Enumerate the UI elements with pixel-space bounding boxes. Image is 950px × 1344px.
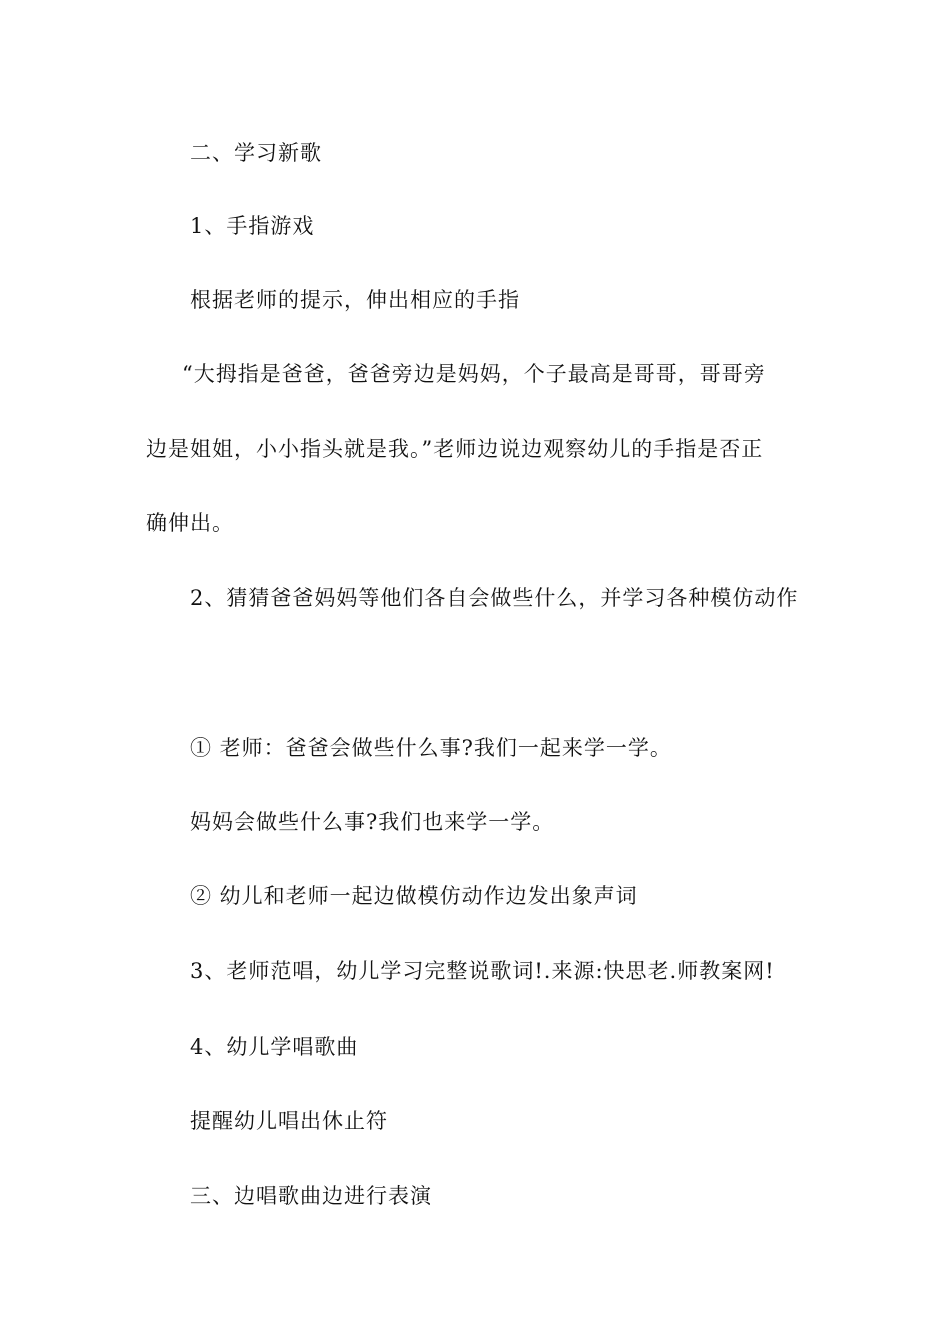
- paragraph-text: ① 老师：爸爸会做些什么事?我们一起来学一学。: [190, 736, 672, 760]
- paragraph-text: ② 幼儿和老师一起边做模仿动作边发出象声词: [190, 884, 638, 908]
- paragraph-text: “大拇指是爸爸，爸爸旁边是妈妈，个子最高是哥哥，哥哥旁: [182, 362, 766, 386]
- section-heading-sing-and-perform: 三、边唱歌曲边进行表演: [190, 1184, 432, 1208]
- paragraph-text: 确伸出。: [146, 511, 234, 535]
- step-children-learn-song: 4、幼儿学唱歌曲: [190, 1035, 359, 1059]
- step-guess-parents: 2、猜猜爸爸妈妈等他们各自会做些什么，并学习各种模仿动作: [190, 586, 799, 610]
- section-heading-learn-new-song: 二、学习新歌: [190, 141, 322, 165]
- paragraph-text: 边是姐姐，小小指头就是我。”老师边说边观察幼儿的手指是否正: [146, 437, 764, 461]
- paragraph-text: 提醒幼儿唱出休止符: [190, 1109, 388, 1133]
- paragraph-text: 妈妈会做些什么事?我们也来学一学。: [190, 810, 555, 834]
- step-teacher-sings: 3、老师范唱，幼儿学习完整说歌词!.来源:快思老.师教案网!: [190, 959, 775, 983]
- paragraph-text: 根据老师的提示，伸出相应的手指: [190, 288, 520, 312]
- step-finger-game: 1、手指游戏: [190, 214, 315, 238]
